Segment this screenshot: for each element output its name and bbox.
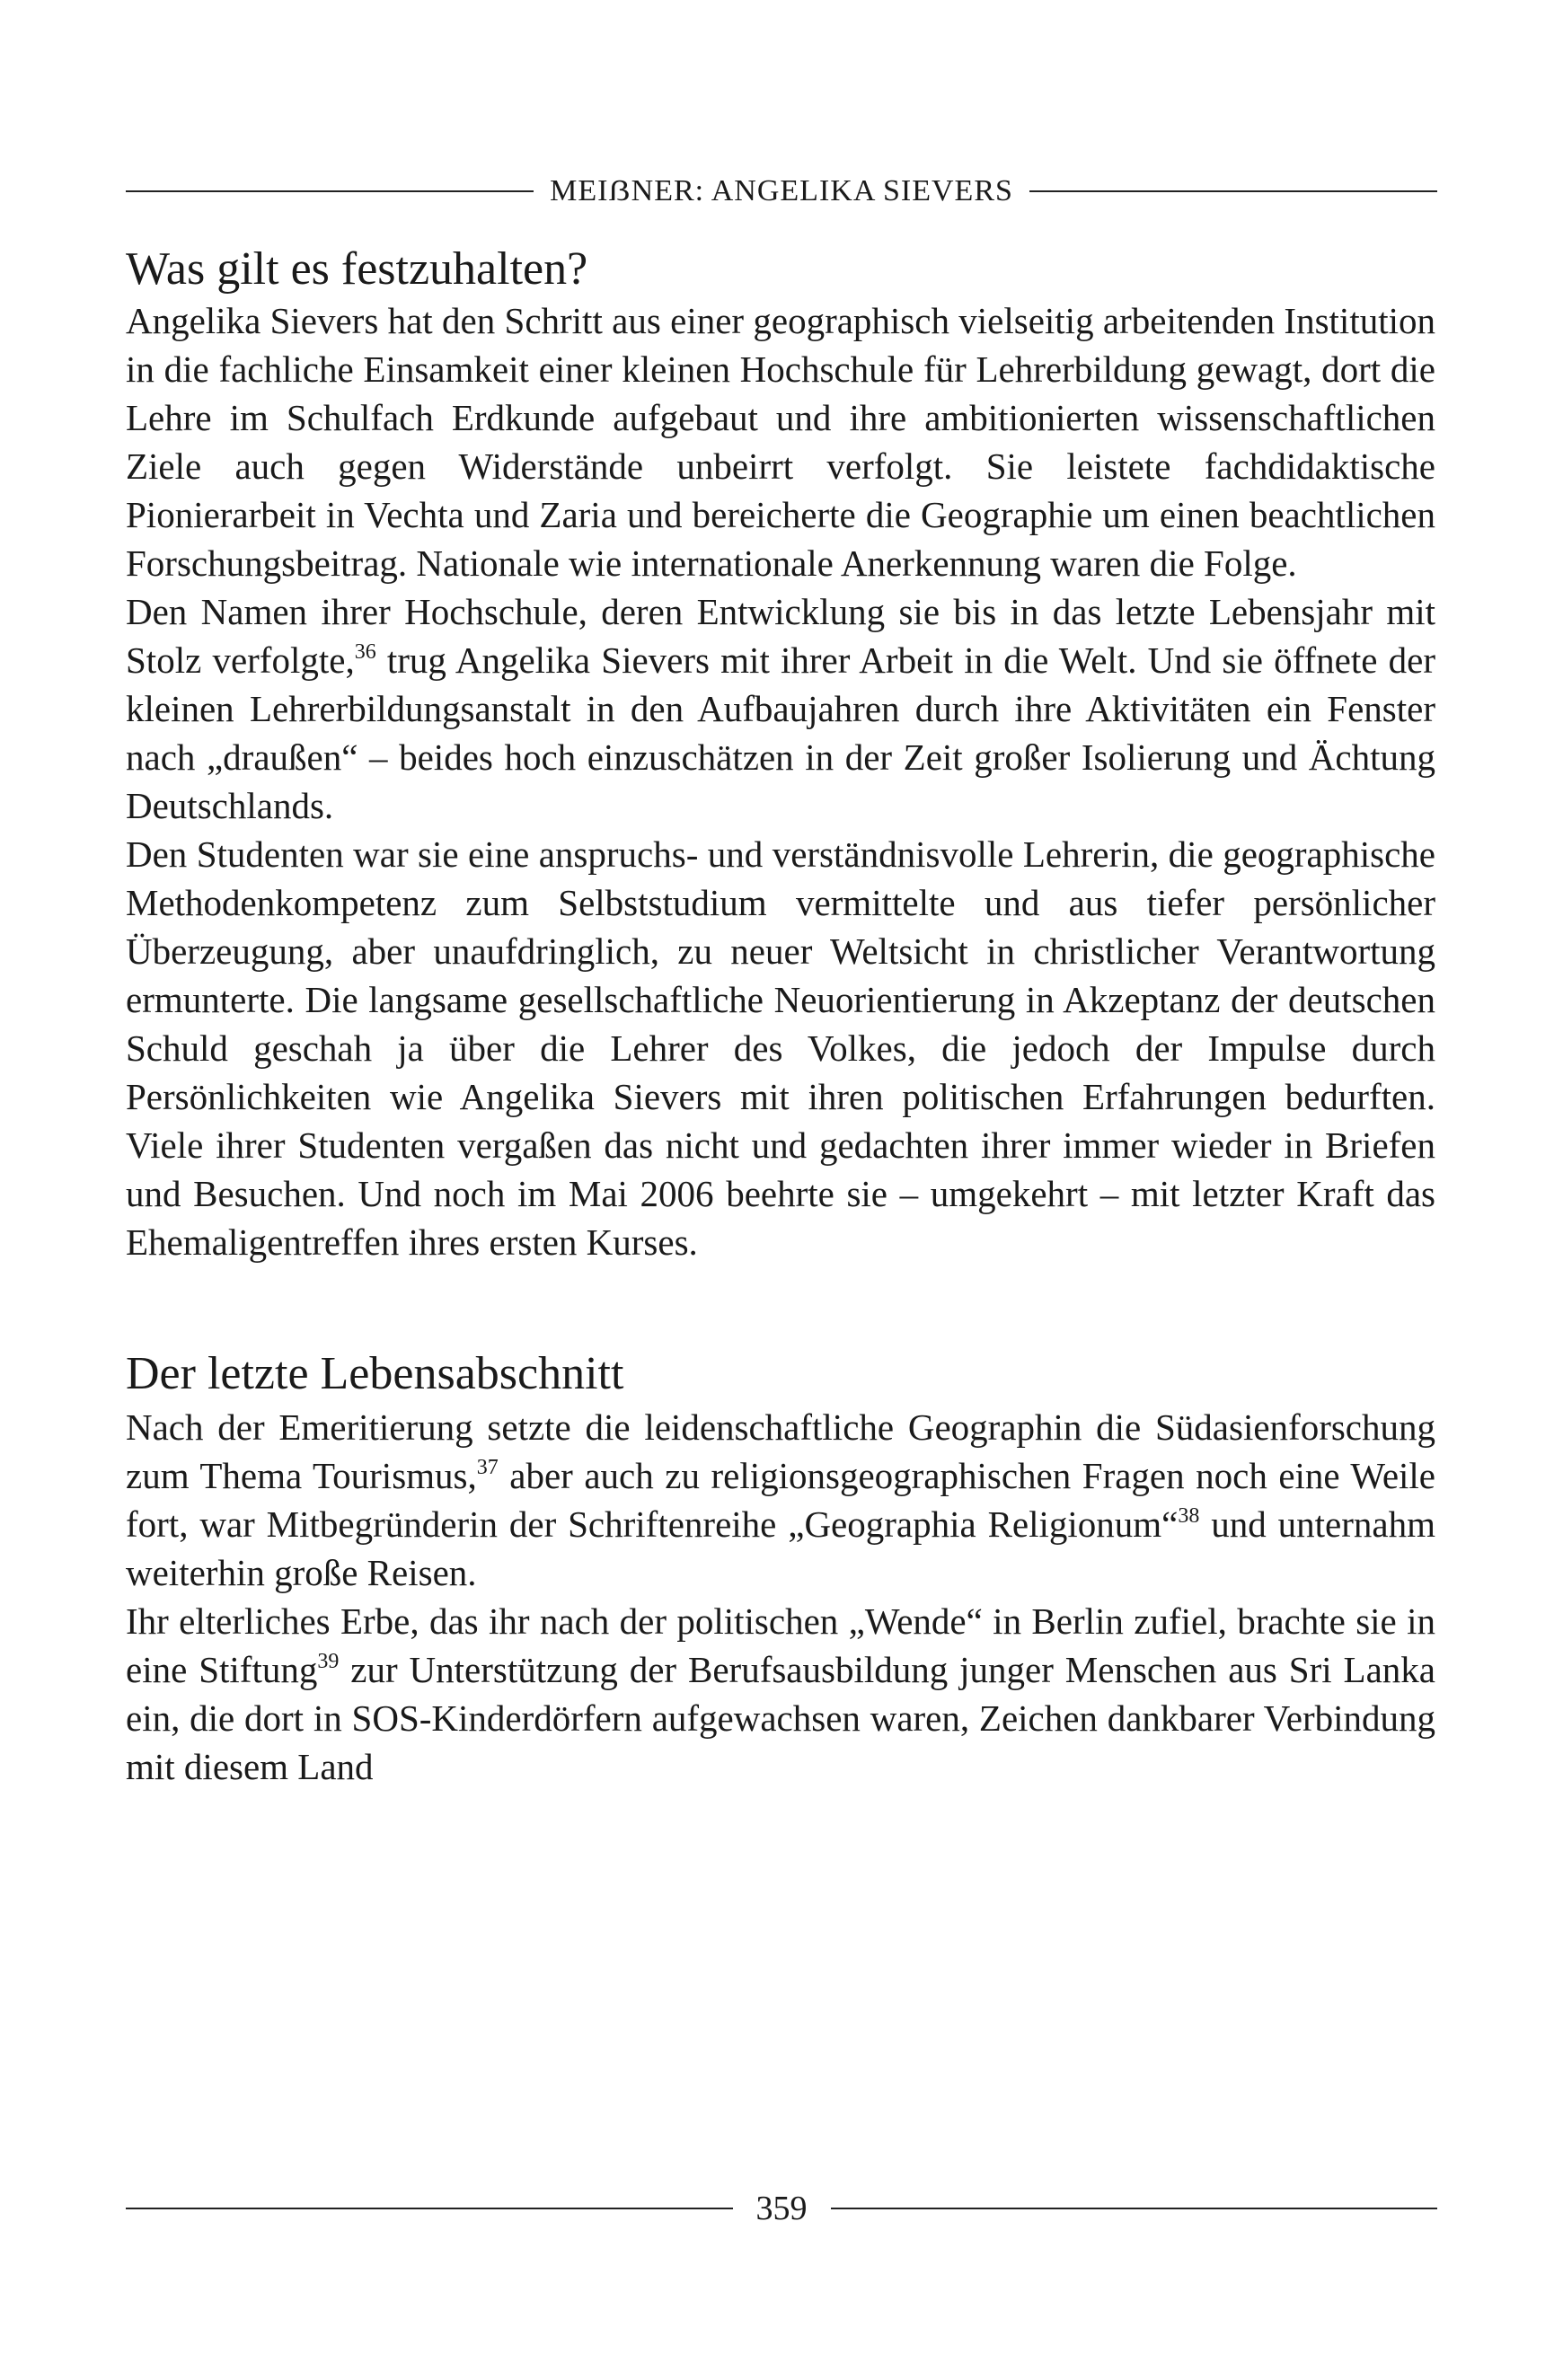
paragraph-3: Den Studenten war sie eine anspruchs- und verständnisvolle Lehrerin, die geographische Methodenkompetenz zum Selbststudium vermittelte und aus tiefer persönlicher Überzeugung, aber unaufdringlich, zu neuer Weltsicht in christlicher Verantwortung ermunterte. Die langsame gesellschaftliche Neuorientierung in Akzeptanz der deutschen Schuld geschah ja über die Lehrer des Volkes, die jedoch der Impulse durch Persönlichkeiten wie Angelika Sievers mit ihren politischen Erfahrungen bedurften. Viele ihrer Studenten vergaßen das nicht und gedachten ihrer immer wieder in Briefen und Besuchen. Und noch im Mai 2006 beehrte sie – umgekehrt – mit letzter Kraft das Ehemaligentreffen ihres ersten Kurses. [126,833,1435,1263]
section-heading-1: Was gilt es festzuhalten? [126,243,588,295]
running-header [126,176,1437,207]
page-footer [126,2191,1437,2226]
running-head-title: MEIẞNER: ANGELIKA SIEVERS [550,174,1013,207]
footnote-ref-39: 39 [317,1650,340,1673]
page-body [126,234,1435,1791]
paragraph-2 [126,587,1435,830]
header-rule-left [126,190,534,192]
footnote-ref-36: 36 [354,640,376,664]
paragraph-4-part-c: und unternahm weiterhin große Reisen. [126,1503,1435,1593]
header-rule-right [1029,190,1437,192]
paragraph-4-part-a: Nach der Emeritierung setzte die leidenschaftliche Geographin die Südasienforschung zum Thema Tourismus, [126,1406,1435,1496]
footnote-ref-38: 38 [1178,1504,1200,1528]
paragraph-4 [126,1403,1435,1597]
section-heading-2: Der letzte Lebensabschnitt [126,1348,624,1399]
paragraph-5-part-b: zur Unterstützung der Berufsausbildung junger Menschen aus Sri Lanka ein, die dort in SOS-Kinderdörfern aufgewachsen waren, Zeichen dankbarer Verbindung mit diesem Land [126,1649,1436,1787]
paragraph-1: Angelika Sievers hat den Schritt aus einer geographisch vielseitig arbeitenden Institution in die fachliche Einsamkeit einer kleinen Hochschule für Lehrerbildung gewagt, dort die Lehre im Schulfach Erdkunde aufgebaut und ihre ambitionierten wissenschaftlichen Ziele auch gegen Widerstände unbeirrt verfolgt. Sie leistete fachdidaktische Pionierarbeit in Vechta und Zaria und bereicherte die Geographie um einen beachtlichen Forschungsbeitrag. Nationale wie internationale Anerkennung waren die Folge. [126,300,1435,584]
paragraph-5 [126,1597,1435,1791]
paragraph-4-part-b: aber auch zu religionsgeographischen Fragen noch eine Weile fort, war Mitbegründerin der Schriftenreihe „Geographia Religionum“ [126,1455,1436,1545]
footer-rule-left [126,2208,733,2209]
footer-rule-right [831,2208,1438,2209]
footnote-ref-37: 37 [476,1456,499,1479]
paragraph-2-part-b: trug Angelika Sievers mit ihrer Arbeit in die Welt. Und sie öffnete der kleinen Lehrerbildungsanstalt in den Aufbaujahren durch ihre Aktivitäten ein Fenster nach „draußen“ – beides hoch einzuschätzen in der Zeit großer Isolierung und Ächtung Deutschlands. [126,639,1435,826]
paragraph-2-part-a: Den Namen ihrer Hochschule, deren Entwicklung sie bis in das letzte Lebensjahr mit Stolz verfolgte, [126,591,1435,681]
paragraph-5-part-a: Ihr elterliches Erbe, das ihr nach der politischen „Wende“ in Berlin zufiel, brachte sie in eine Stiftung [126,1600,1435,1690]
page-number: 359 [755,2190,808,2227]
